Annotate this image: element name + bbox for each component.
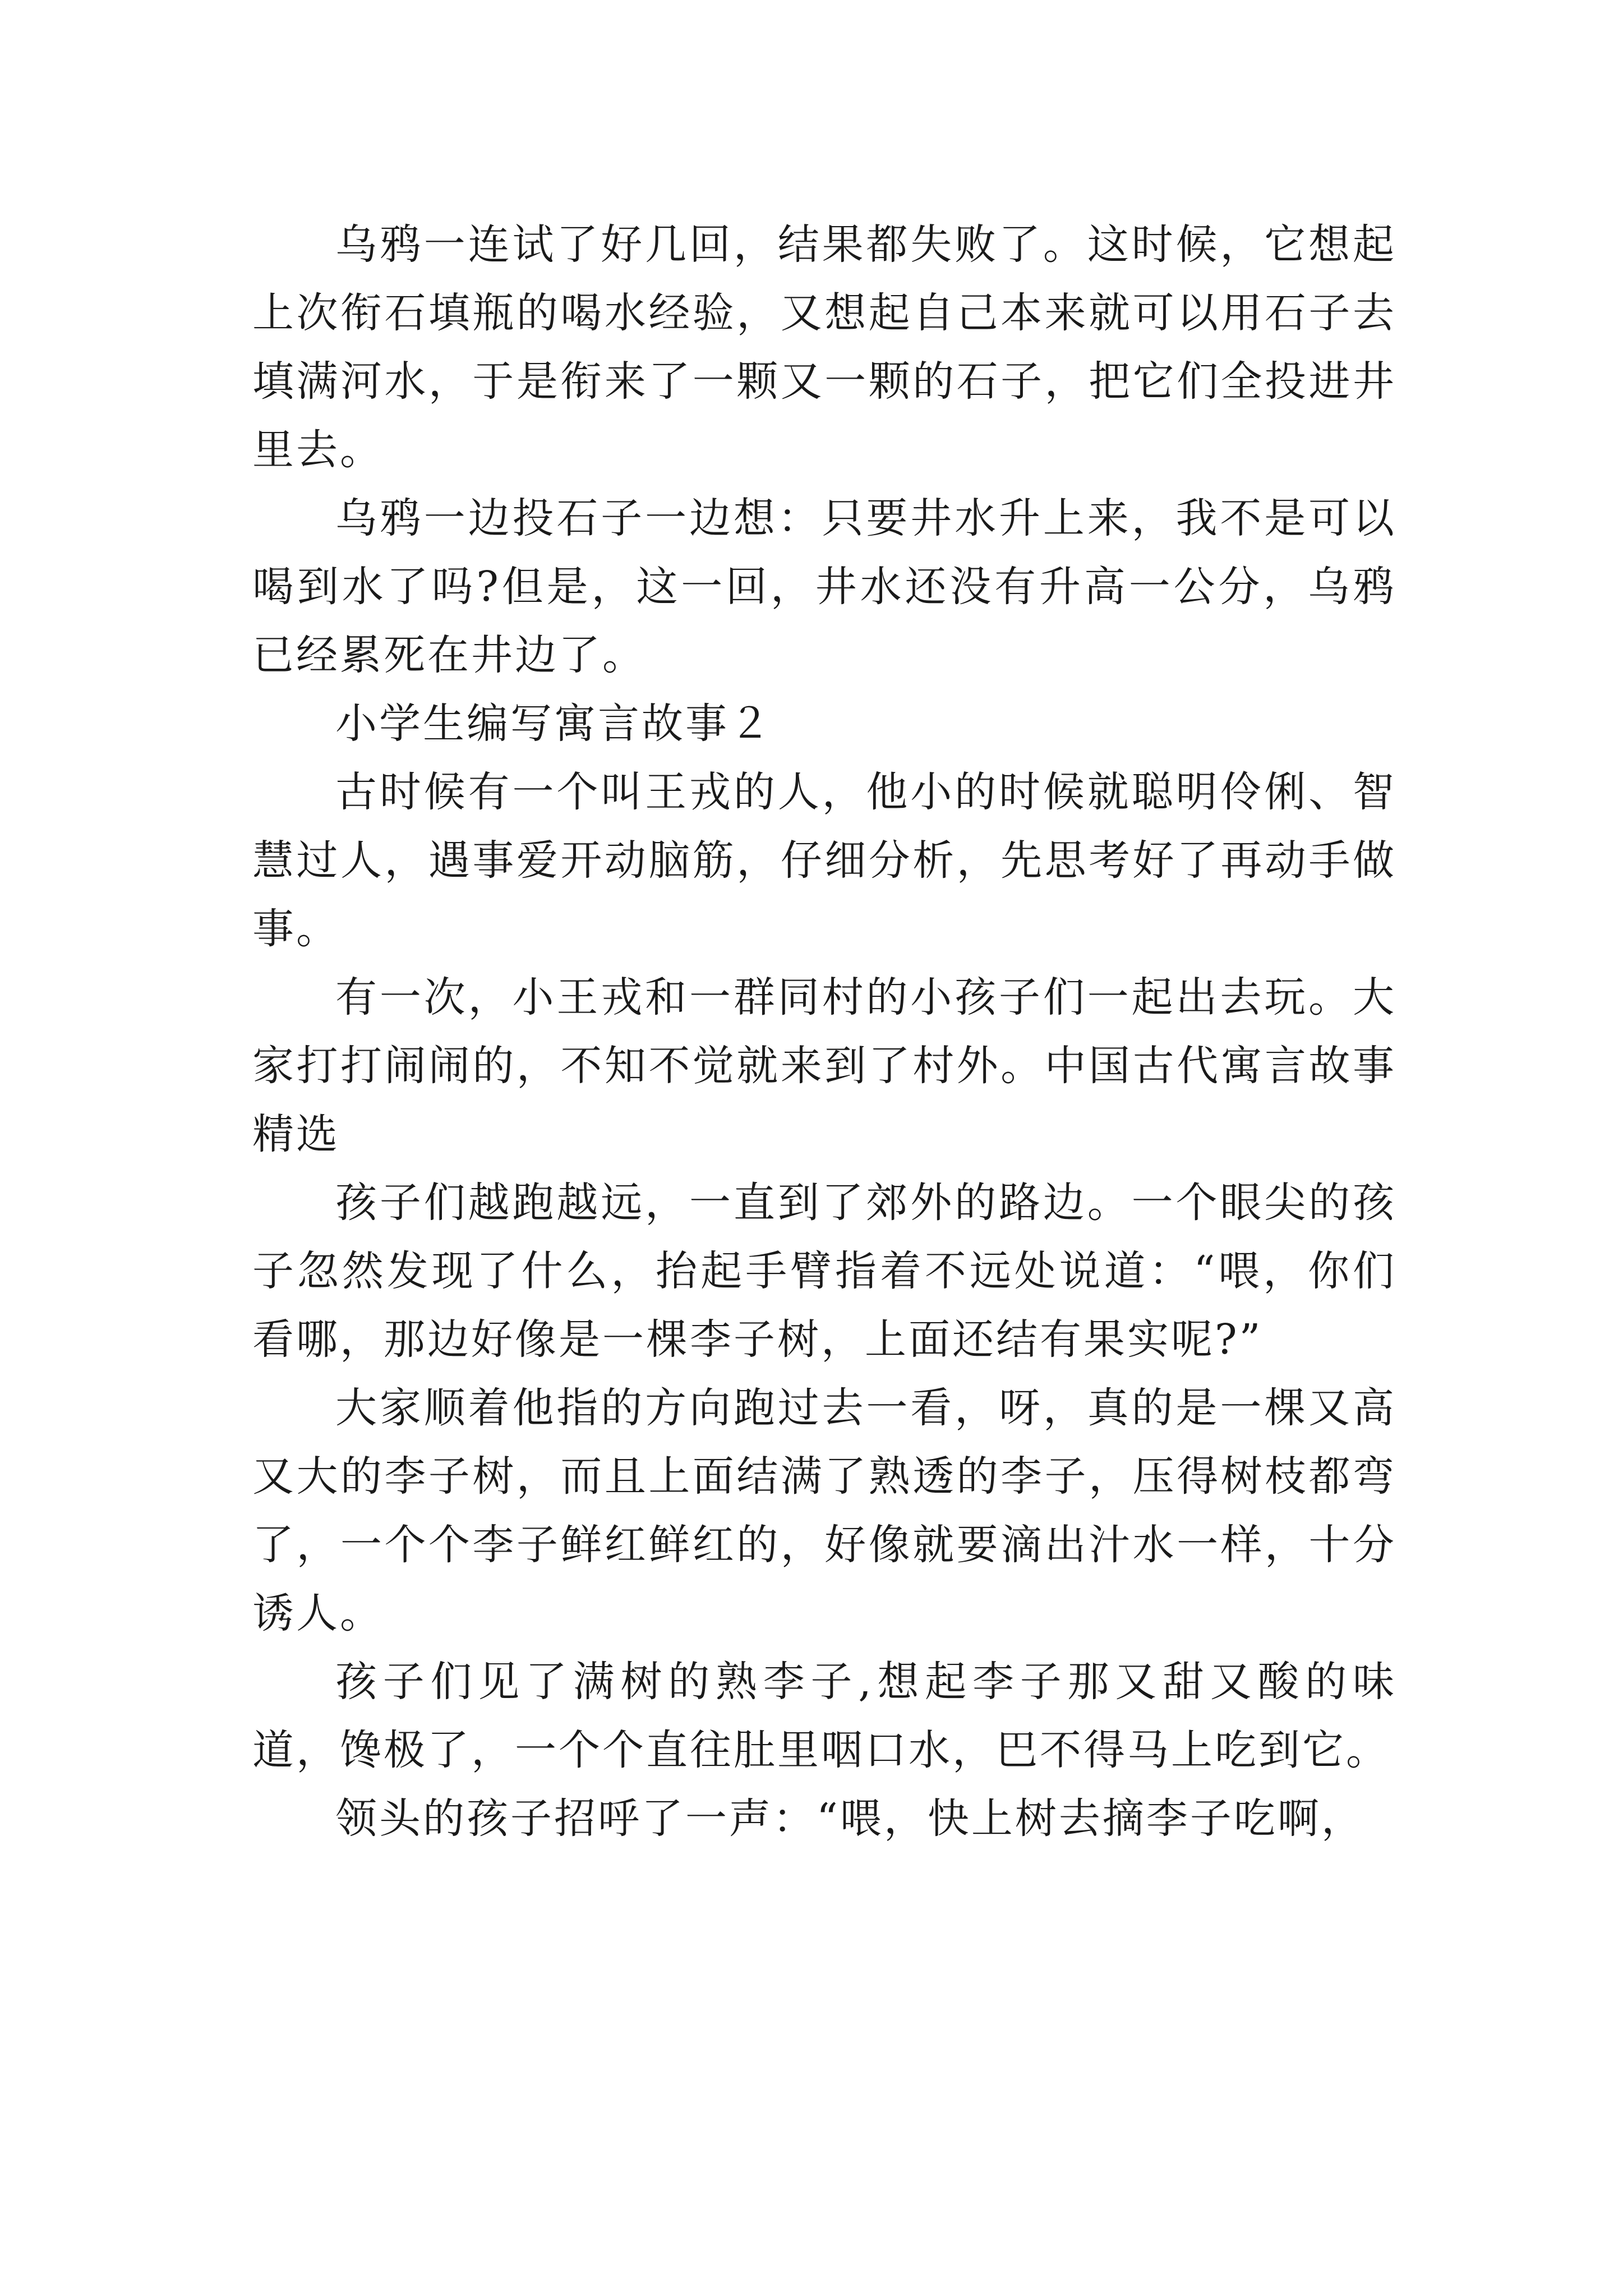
paragraph-crow-dies: 乌鸦一边投石子一边想：只要井水升上来，我不是可以喝到水了吗?但是，这一回，井水还没有升高一公分，乌鸦已经累死在井边了。 bbox=[252, 494, 1396, 679]
paragraph-plum-tree-description: 大家顺着他指的方向跑过去一看，呀，真的是一棵又高又大的李子树，而且上面结满了熟透的李子，压得树枝都弯了，一个个李子鲜红鲜红的，好像就要滴出汁水一样，十分诱人。 bbox=[252, 1384, 1396, 1637]
paragraph-plum-tree-spotted: 孩子们越跑越远，一直到了郊外的路边。一个眼尖的孩子忽然发现了什么，抬起手臂指着不远处说道：“喂，你们看哪，那边好像是一棵李子树，上面还结有果实呢?” bbox=[252, 1179, 1396, 1364]
section-heading-story-2: 小学生编写寓言故事２ bbox=[335, 700, 773, 748]
paragraph-children-crave: 孩子们见了满树的熟李子,想起李子那又甜又酸的味道，馋极了，一个个直往肚里咽口水，巴不得马上吃到它。 bbox=[252, 1658, 1396, 1774]
paragraph-children-play: 有一次，小王戎和一群同村的小孩子们一起出去玩。大家打打闹闹的，不知不觉就来到了村外。中国古代寓言故事精选 bbox=[252, 973, 1396, 1158]
paragraph-wang-rong-intro: 古时候有一个叫王戎的人，他小的时候就聪明伶俐、智慧过人，遇事爱开动脑筋，仔细分析，先思考好了再动手做事。 bbox=[252, 768, 1396, 953]
paragraph-leader-calls: 领头的孩子招呼了一声：“喂，快上树去摘李子吃啊， bbox=[335, 1795, 1365, 1843]
paragraph-crow-attempts: 乌鸦一连试了好几回，结果都失败了。这时候，它想起上次衔石填瓶的喝水经验，又想起自己本来就可以用石子去填满河水，于是衔来了一颗又一颗的石子，把它们全投进井里去。 bbox=[252, 220, 1396, 474]
document-body bbox=[252, 210, 1396, 1853]
